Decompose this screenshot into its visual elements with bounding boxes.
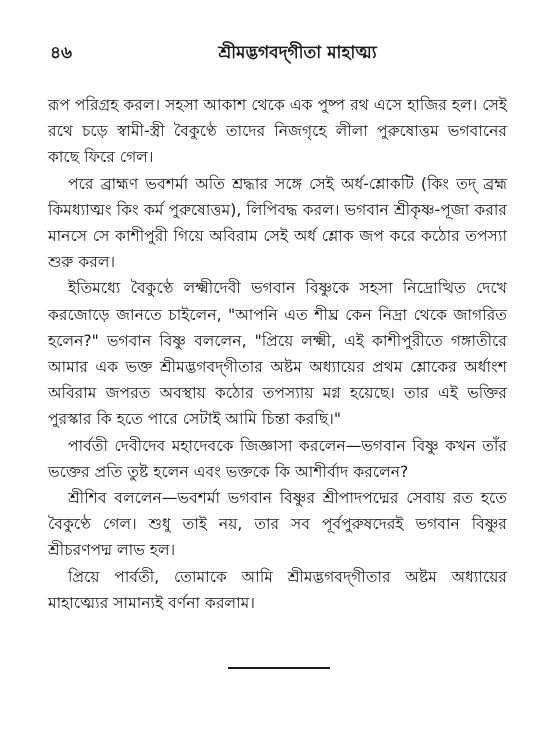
chapter-end-rule: [228, 667, 330, 669]
running-title: শ্রীমদ্ভগবদ্‌গীতা মাহাত্ম্য: [218, 43, 377, 63]
page-header: [48, 38, 507, 66]
page-number: ৪৬: [50, 43, 73, 63]
paragraph-1: রূপ পরিগ্রহ করল। সহসা আকাশ থেকে এক পুষ্প রথ এসে হাজির হল। সেই রথে চড়ে স্বামী-স্ত্রী বৈকুণ্ঠে তাদের নিজগৃহে লীলা পুরুষোত্তম ভগবানের কাছে ফিরে গেল।: [48, 96, 507, 167]
paragraph-5: শ্রীশিব বললেন—ভবশর্মা ভগবান বিষ্ণুর শ্রীপাদপদ্মের সেবায় রত হতে বৈকুণ্ঠে গেল। শুধু তাই নয়, তার সব পূর্বপুরুষদেরই ভগবান বিষ্ণুর শ্রীচরণপদ্ম লাভ হল।: [48, 489, 507, 560]
body-text: [48, 92, 507, 616]
paragraph-4: পার্বতী দেবীদেব মহাদেবকে জিজ্ঞাসা করলেন—ভগবান বিষ্ণু কখন তাঁর ভক্তের প্রতি তুষ্ট হলেন এবং ভক্তকে কি আশীর্বাদ করলেন?: [48, 436, 507, 481]
paragraph-2: পরে ব্রাহ্মণ ভবশর্মা অতি শ্রদ্ধার সঙ্গে সেই অর্ধ-শ্লোকটি (কিং তদ্ ব্রহ্ম কিমধ্যাত্মং কিং কর্ম পুরুষোত্তম), লিপিবদ্ধ করল। ভগবান শ্রীকৃষ্ণ-পূজা করার মানসে সে কাশীপুরী গিয়ে অবিরাম সেই অর্ধ শ্লোক জপ করে কঠোর তপস্যা শুরু করল।: [48, 174, 507, 272]
paragraph-6: প্রিয়ে পার্বতী, তোমাকে আমি শ্রীমদ্ভগবদ্‌গীতার অষ্টম অধ্যায়ের মাহাত্ম্যের সামান্যই বর্ণনা করলাম।: [48, 567, 507, 612]
paragraph-3: ইতিমধ্যে বৈকুণ্ঠে লক্ষ্মীদেবী ভগবান বিষ্ণুকে সহসা নিদ্রোত্থিত দেখে করজোড়ে জানতে চাইলেন, "আপনি এত শীঘ্র কেন নিদ্রা থেকে জাগরিত হলেন?" ভগবান বিষ্ণু বললেন, "প্রিয়ে লক্ষ্মী, এই কাশীপুরীতে গঙ্গাতীরে আমার এক ভক্ত শ্রীমদ্ভগবদ্‌গীতার অষ্টম অধ্যায়ের প্রথম শ্লোকের অর্ধাংশ অবিরাম জপরত অবস্থায় কঠোর তপস্যায় মগ্ন হয়েছে। তার এই ভক্তির পুরস্কার কি হতে পারে সেটাই আমি চিন্তা করছি।": [48, 279, 507, 429]
